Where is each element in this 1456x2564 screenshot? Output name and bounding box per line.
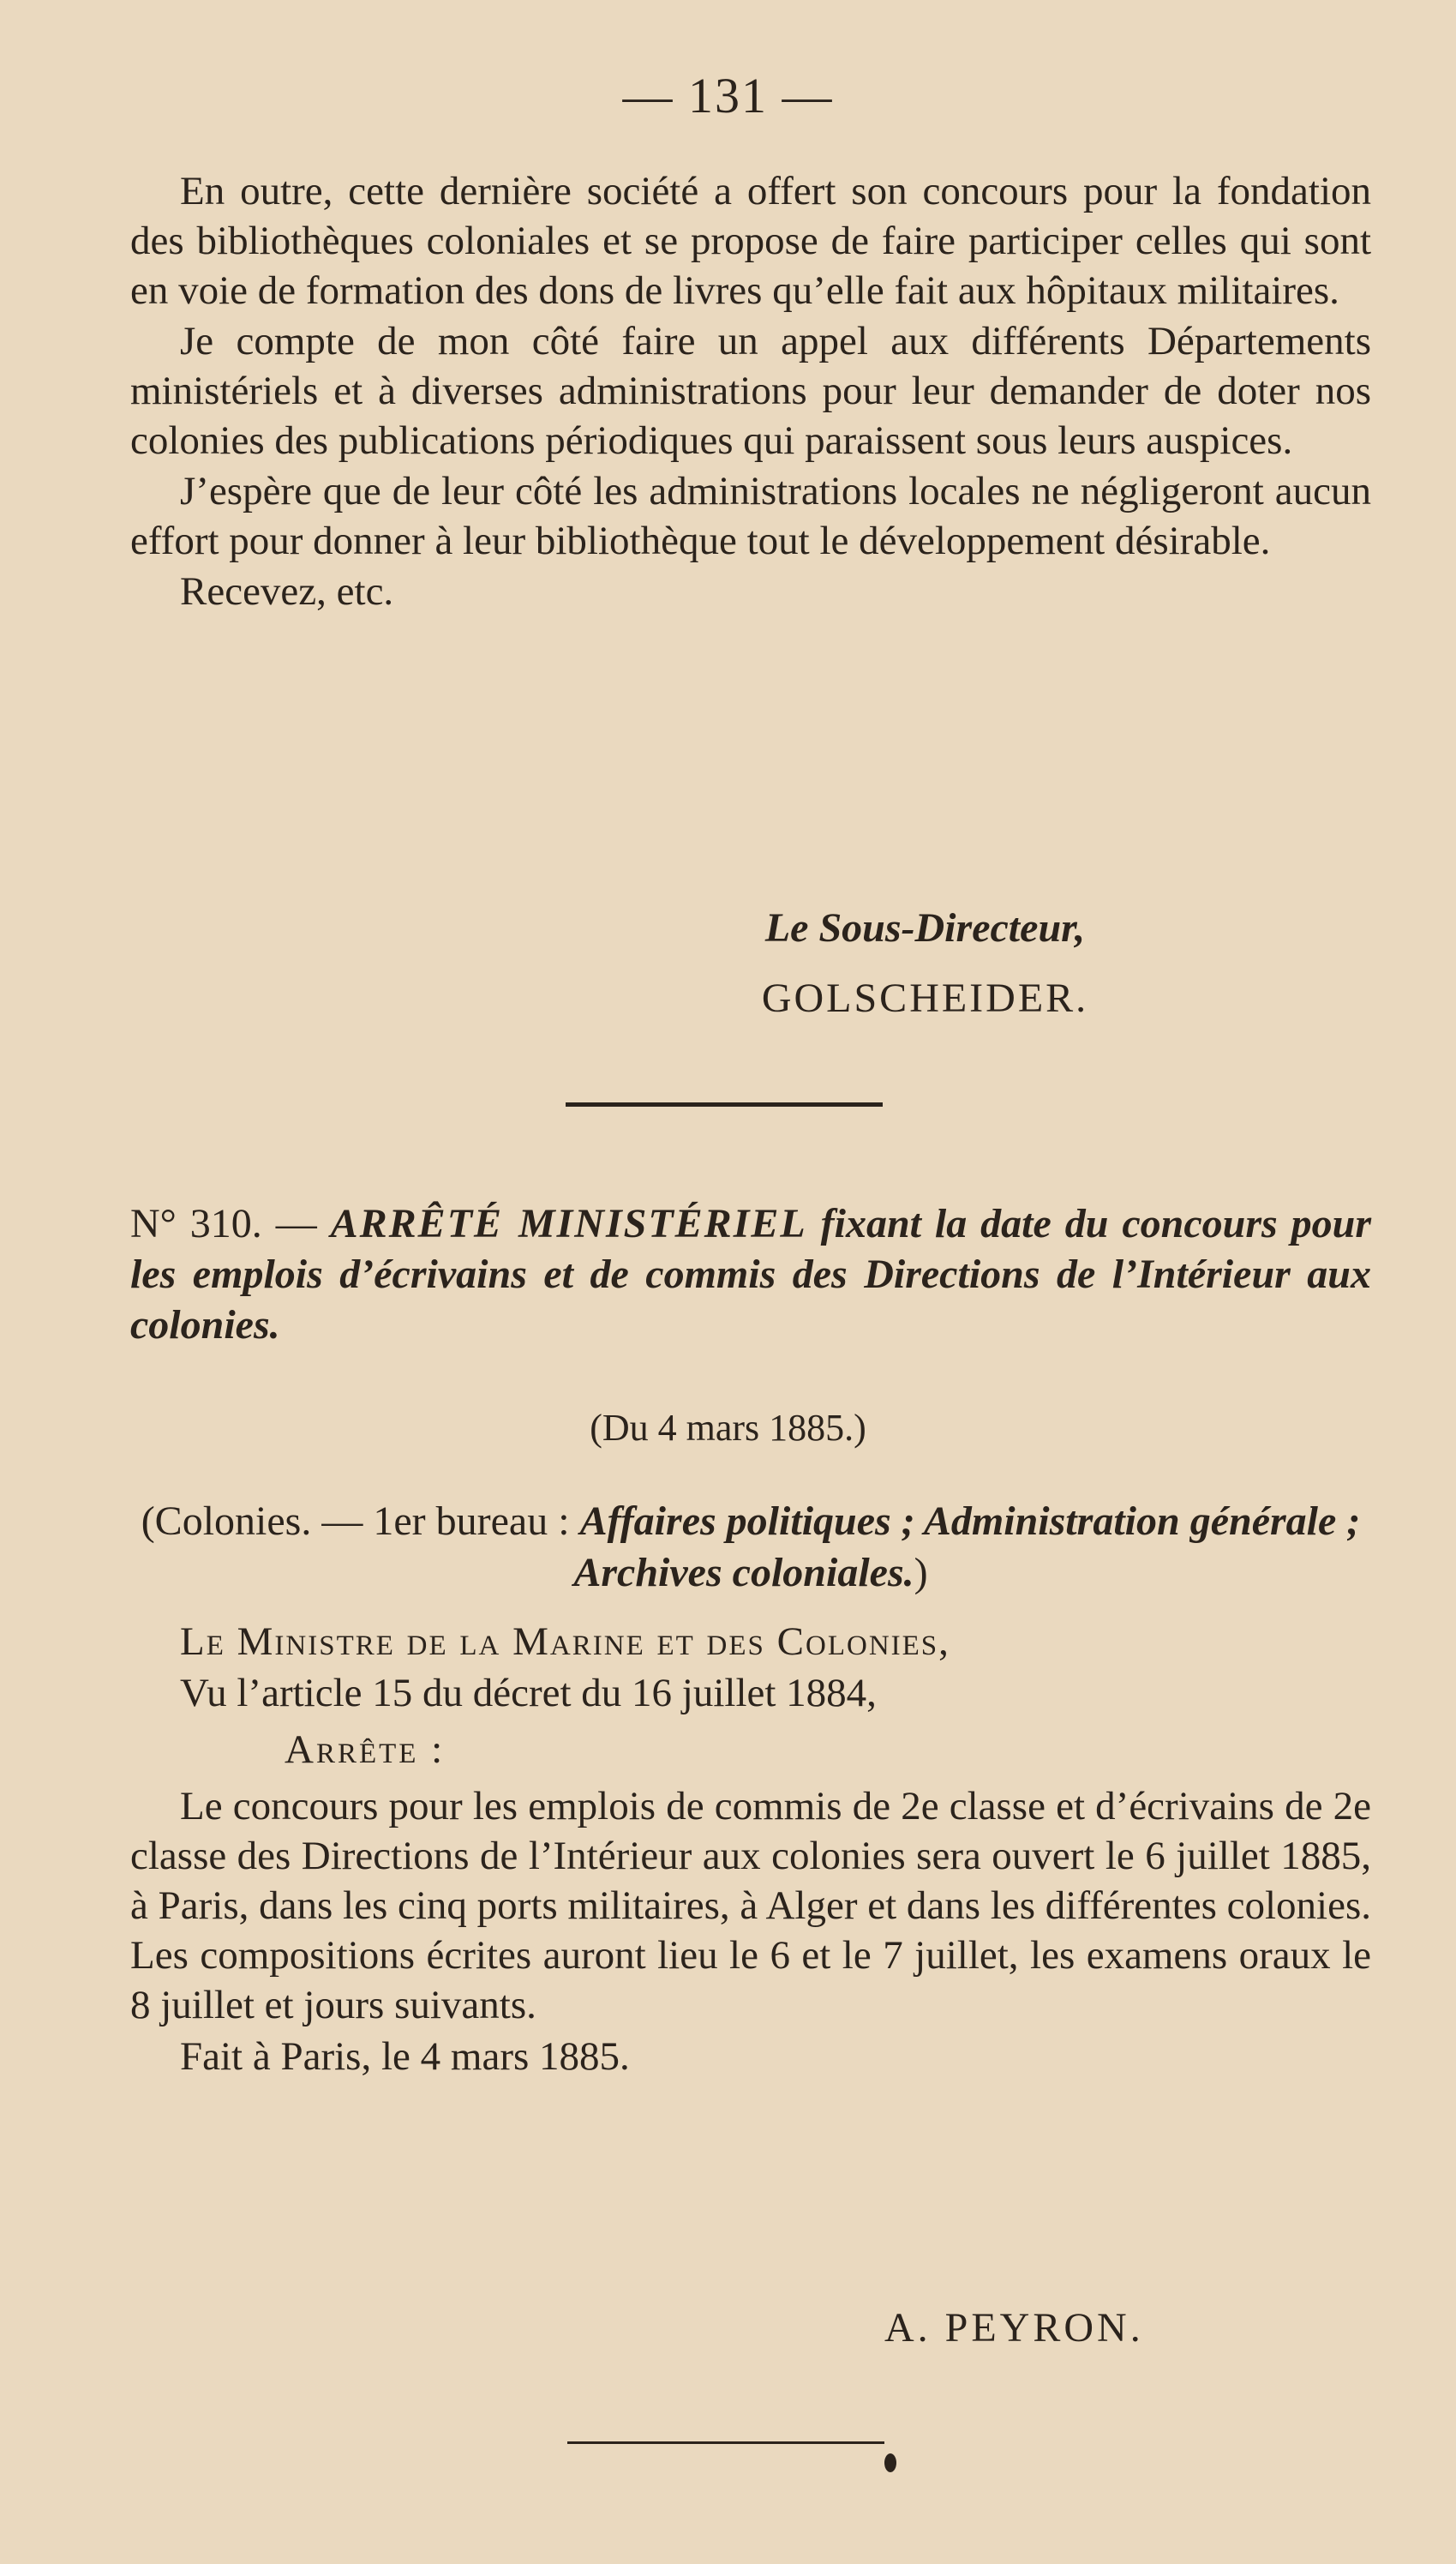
service-departments: Affaires politiques ; Administration générale ; Archives coloniales.: [573, 1498, 1361, 1595]
letter-closing: Recevez, etc.: [180, 569, 394, 614]
decree-body: [130, 1617, 1371, 2083]
end-divider: [567, 2441, 884, 2444]
decree-title-rest: fixant la date du concours pour les emplois d’écrivains et de commis des Directions de l’Intérieur aux colonies.: [130, 1201, 1372, 1348]
letter-paragraph-3: J’espère que de leur côté les administrations locales ne négligeront aucun effort pour donner à leur bibliothèque tout le développement désirable.: [130, 469, 1371, 563]
decree-service: [130, 1496, 1371, 1599]
signature-title: Le Sous-Directeur,: [764, 905, 1086, 951]
minister-line: Le Ministre de la Marine et des Colonies,: [180, 1619, 950, 1664]
decree-signature: A. PEYRON.: [884, 2305, 1144, 2351]
decree-fait: Fait à Paris, le 4 mars 1885.: [180, 2034, 630, 2079]
service-prefix: (Colonies. — 1er bureau :: [141, 1498, 570, 1544]
service-suffix: ): [914, 1550, 928, 1595]
ink-dot: [884, 2453, 896, 2472]
letter-body: [130, 166, 1371, 617]
letter-paragraph-2: Je compte de mon côté faire un appel aux différents Départements ministériels et à diverses administrations pour leur demander de doter nos colonies des publications périodiques qui paraissent sous leurs auspices.: [130, 319, 1371, 463]
signature-name: GOLSCHEIDER.: [761, 976, 1089, 1021]
vu-line: Vu l’article 15 du décret du 16 juillet 1884,: [180, 1671, 877, 1715]
decree-number: N° 310. —: [130, 1201, 317, 1246]
decree-heading: [130, 1198, 1371, 1350]
decree-date: (Du 4 mars 1885.): [590, 1407, 866, 1449]
decree-article: Le concours pour les emplois de commis de 2e classe et d’écrivains de 2e classe des Directions de l’Intérieur aux colonies sera ouvert le 6 juillet 1885, à Paris, dans les cinq ports militaires, à Alger et dans les différentes colonies. Les compositions écrites auront lieu le 6 et le 7 juillet, les examens oraux le 8 juillet et jours suivants.: [130, 1784, 1371, 2027]
decree-title-main: ARRÊTÉ MINISTÉRIEL: [330, 1201, 807, 1246]
arrete-line: Arrête :: [285, 1727, 446, 1772]
section-divider: [566, 1102, 883, 1107]
page-number: — 131 —: [622, 68, 834, 123]
letter-paragraph-1: En outre, cette dernière société a offert son concours pour la fondation des bibliothèques coloniales et se propose de faire participer celles qui sont en voie de formation des dons de livres qu’elle fait aux hôpitaux militaires.: [130, 169, 1371, 313]
